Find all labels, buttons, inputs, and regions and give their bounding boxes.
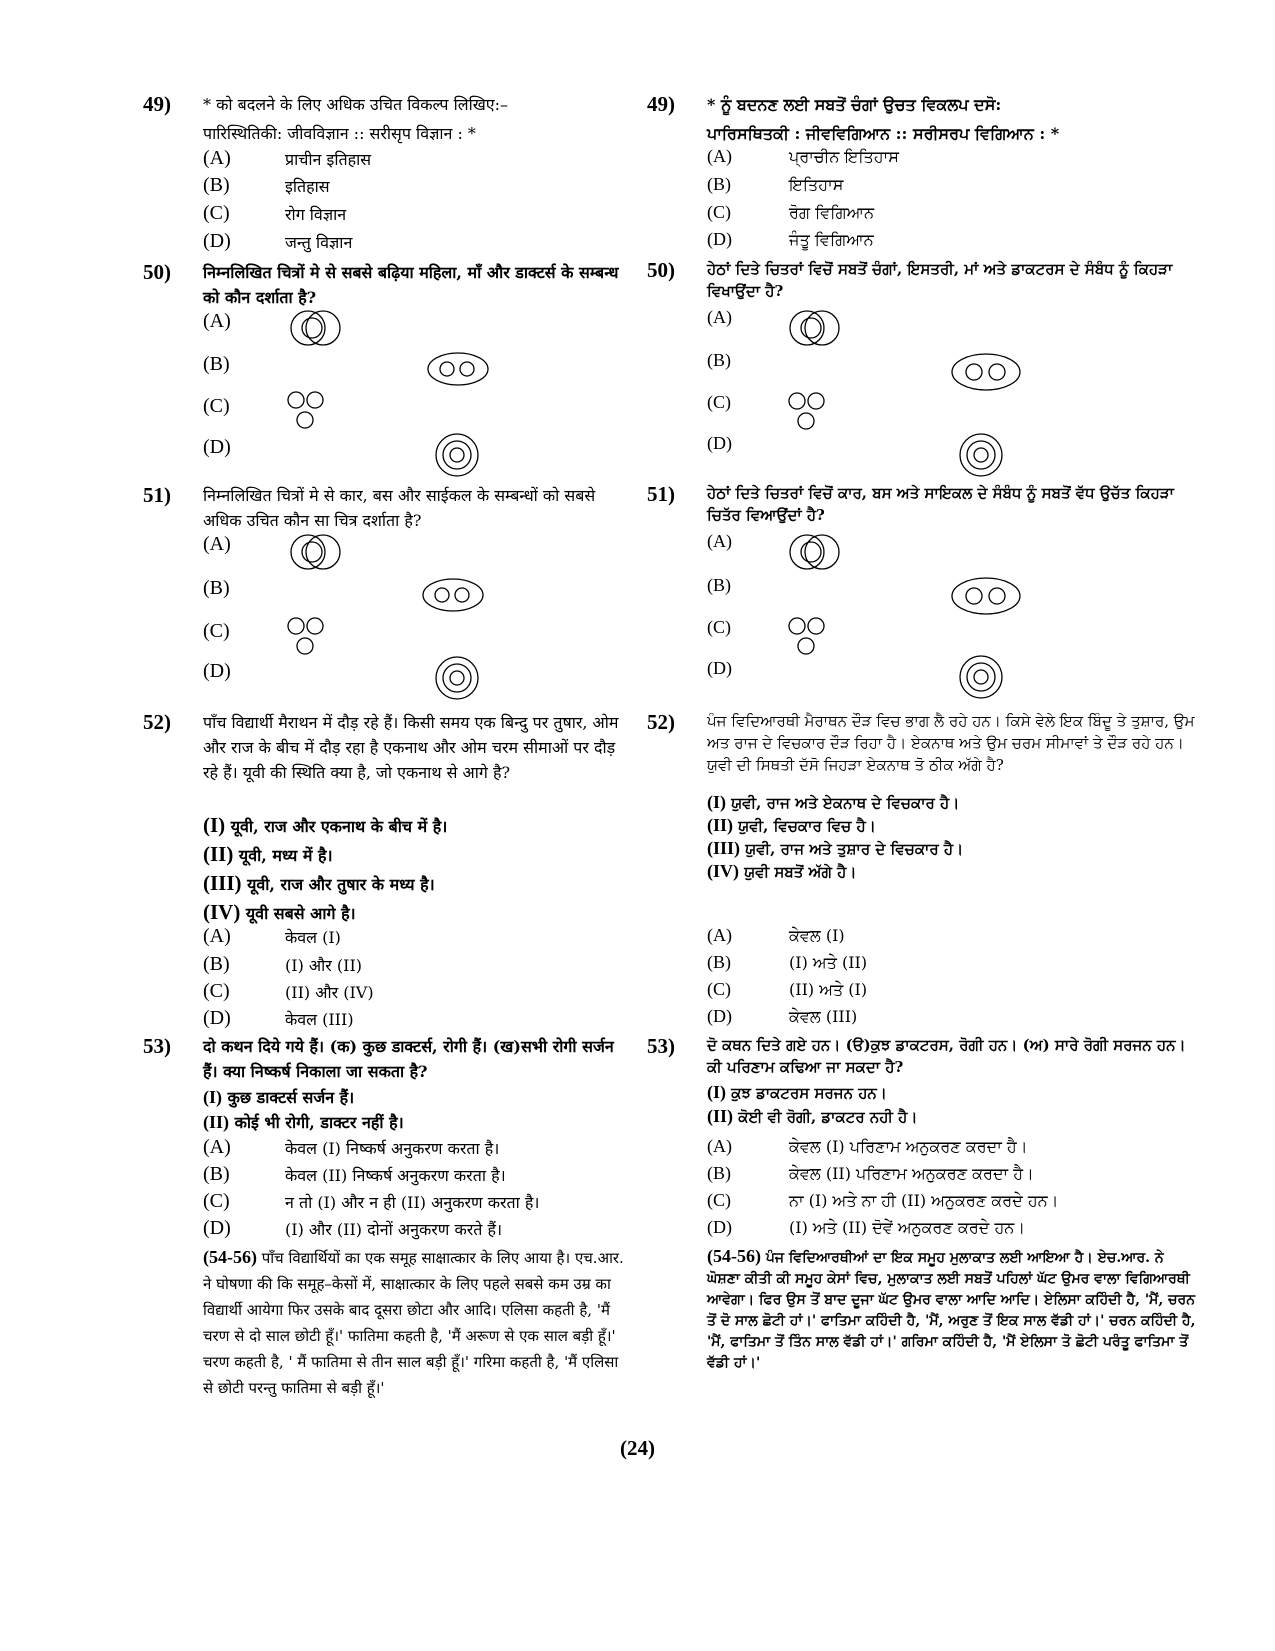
statement-2 [203, 842, 333, 867]
option-text: जन्तु विज्ञान [285, 233, 353, 252]
option-text: ਨਾ (I) ਅਤੇ ਨਾ ਹੀ (II) ਅਨੁਕਰਣ ਕਰਦੇ ਹਨ। [789, 1191, 1059, 1210]
statement-text: ਕੁਝ ਡਾਕਟਰਸ ਸਰਜਨ ਹਨ। [731, 1084, 887, 1102]
option-label: (D) [203, 660, 231, 682]
question-line-1: * को बदलने के लिए अधिक उचित विकल्प लिखिए:– [203, 95, 509, 114]
option-text: केवल (II) निष्कर्ष अनुकरण करता है। [285, 1166, 506, 1185]
option-text: ਕੇਵਲ (III) [789, 1007, 858, 1026]
roman-numeral: (III) [707, 838, 741, 858]
statement-3 [203, 871, 435, 896]
question-text: दो कथन दिये गये हैं। (क) कुछ डाक्टर्स, रोगी हैं। (ख)सभी रोगी सर्जन हैं। क्या निष्कर्ष निकाला जा सकता है? [203, 1037, 614, 1081]
question-number: 49) [143, 92, 171, 116]
statement-4 [707, 861, 856, 882]
option-label: (D) [707, 1006, 732, 1026]
question-number: 49) [647, 92, 675, 116]
diagram-two-circles-in-ellipse [421, 577, 485, 613]
option-label: (C) [203, 980, 230, 1002]
roman-numeral: (II) [203, 1112, 229, 1132]
option-text: केवल (I) [285, 928, 341, 947]
question-51 [143, 483, 633, 698]
statement-text: यूवी सबसे आगे है। [245, 904, 356, 923]
option-label: (C) [203, 620, 230, 642]
option-label: (B) [203, 174, 230, 196]
diagram-overlapping-circles [288, 532, 348, 572]
statement-text: ਯੁਵੀ, ਰਾਜ ਅਤੇ ਤੁਸ਼ਾਰ ਦੇ ਵਿਚਕਾਰ ਹੈ। [745, 840, 964, 858]
option-label: (B) [707, 952, 731, 972]
question-number: 51) [647, 482, 675, 506]
diagram-overlapping-circles [787, 308, 847, 348]
statement-text: ਕੋਈ ਵੀ ਰੋਗੀ, ਡਾਕਟਰ ਨਹੀ ਹੈ। [738, 1108, 918, 1126]
option-text: रोग विज्ञान [285, 205, 347, 224]
option-label: (C) [707, 617, 731, 637]
option-text: (I) और (II) दोनों अनुकरण करते हैं। [285, 1220, 503, 1239]
statement-1 [203, 1086, 354, 1108]
option-text: ਜੰਤੂ ਵਿਗਿਆਨ [789, 230, 874, 249]
question-52 [143, 710, 633, 1030]
statement-2 [707, 1106, 917, 1127]
statement-4 [203, 900, 356, 925]
question-49 [647, 92, 1207, 262]
question-53 [647, 1034, 1207, 1244]
option-label: (A) [203, 1136, 231, 1158]
option-label: (C) [203, 395, 230, 417]
question-52 [647, 710, 1207, 1030]
option-label: (A) [203, 925, 231, 947]
question-line-1: * ਨੂੰ ਬਦਨਣ ਲਈ ਸਬਤੋਂ ਚੰਗਾਂ ਉਚਤ ਵਿਕਲਪ ਦਸੋ: [707, 95, 1002, 114]
statement-text: यूवी, मध्य में है। [238, 846, 333, 865]
question-number: 52) [647, 710, 675, 734]
question-text: पाँच विद्यार्थी मैराथन में दौड़ रहे हैं। किसी समय एक बिन्दु पर तुषार, ओम और राज के बीच में दौड़ रहा है एकनाथ और ओम चरम सीमाओं पर दौड़ रहे हैं। यूवी की स्थिति क्या है, जो एकनाथ से आगे है? [203, 713, 619, 782]
option-text: ਰੋਗ ਵਿਗਿਆਨ [789, 203, 875, 222]
option-label: (A) [707, 307, 732, 327]
option-label: (A) [707, 146, 732, 166]
option-label: (C) [203, 1190, 230, 1212]
question-text: निम्नलिखित चित्रों मे से सबसे बढ़िया महिला, माँ और डाक्टर्स के सम्बन्ध को कौन दर्शाता है? [203, 263, 619, 307]
option-text: प्राचीन इतिहास [285, 150, 372, 169]
question-text [707, 92, 1197, 146]
option-text: केवल (I) निष्कर्ष अनुकरण करता है। [285, 1139, 500, 1158]
diagram-concentric-circles [957, 655, 1005, 699]
option-label: (D) [203, 230, 231, 252]
roman-numeral: (I) [203, 813, 226, 837]
option-text: (I) और (II) [285, 956, 363, 975]
question-line-2: पारिस्थितिकी: जीवविज्ञान :: सरीसृप विज्ञान : * [203, 124, 476, 143]
statement-text: यूवी, राज और एकनाथ के बीच में है। [230, 817, 448, 836]
option-label: (D) [707, 229, 732, 249]
question-number: 51) [143, 483, 171, 507]
hindi-column [0, 0, 624, 1651]
option-label: (C) [707, 979, 731, 999]
question-text: ਦੋ ਕਥਨ ਦਿਤੇ ਗਏ ਹਨ। (ੳ)ਕੁਝ ਡਾਕਟਰਸ, ਰੋਗੀ ਹਨ। (ਅ) ਸਾਰੇ ਰੋਗੀ ਸਰਜਨ ਹਨ। ਕੀ ਪਰਿਣਾਮ ਕਢਿਆ ਜਾ ਸਕਦਾ ਹੈ? [707, 1036, 1186, 1076]
question-number: 50) [647, 258, 675, 282]
question-text: ਹੇਠਾਂ ਦਿਤੇ ਚਿਤਰਾਂ ਵਿਚੋਂ ਸਬਤੋਂ ਚੰਗਾਂ, ਇਸਤਰੀ, ਮਾਂ ਅਤੇ ਡਾਕਟਰਸ ਦੇ ਸੰਬੰਧ ਨੂੰ ਕਿਹੜਾ ਵਿਖਾਉਂਦਾ ਹੈ? [707, 260, 1173, 300]
statement-3 [707, 838, 963, 859]
option-label: (D) [707, 433, 732, 453]
diagram-three-separate-circles [286, 390, 328, 432]
option-text: ਕੇਵਲ (I) [789, 926, 845, 945]
statement-text: कोई भी रोगी, डाक्टर नहीं है। [234, 1113, 404, 1132]
diagram-concentric-circles [957, 433, 1005, 477]
roman-numeral: (III) [203, 871, 242, 895]
roman-numeral: (IV) [203, 900, 241, 924]
statement-text: ਯੁਵੀ, ਵਿਚਕਾਰ ਵਿਚ ਹੈ। [738, 817, 876, 835]
question-text: निम्नलिखित चित्रों मे से कार, बस और साईकल के सम्बन्धों को सबसे अधिक उचित कौन सा चित्र दर्शाता है? [203, 486, 596, 530]
diagram-concentric-circles [433, 656, 481, 700]
option-text: (II) और (IV) [285, 983, 374, 1002]
option-label: (A) [707, 531, 732, 551]
option-label: (B) [707, 575, 731, 595]
statement-1 [707, 1082, 887, 1103]
statement-1 [203, 813, 447, 838]
passage-text: ਪੰਜ ਵਿਦਿਆਰਥੀਆਂ ਦਾ ਇਕ ਸਮੂਹ ਮੁਲਾਕਾਤ ਲਈ ਆਇਆ ਹੈ। ਏਚ.ਆਰ. ਨੇ ਘੋਸ਼ਣਾ ਕੀਤੀ ਕੀ ਸਮੂਹ ਕੇਸਾਂ ਵਿਚ, ਮੁਲਾਕਾਤ ਲਈ ਸਬਤੋਂ ਪਹਿਲਾਂ ਘੱਟ ਉਮਰ ਵਾਲਾ ਵਿਗਿਆਰਥੀ ਆਵੇਗਾ। ਫਿਰ ਉਸ ਤੋਂ ਬਾਦ ਦੂਜਾ ਘੱਟ ਉਮਰ ਵਾਲਾ ਆਦਿ ਆਦਿ। ਏਲਿਸਾ ਕਹਿੰਦੀ ਹੈ, 'ਮੈਂ, ਚਰਨ ਤੋਂ ਦੋ ਸਾਲ ਛੋਟੀ ਹਾਂ।' ਫਾਤਿਮਾ ਕਹਿੰਦੀ ਹੈ, 'ਮੈਂ, ਅਰੁਣ ਤੋਂ ਇਕ ਸਾਲ ਵੱਡੀ ਹਾਂ।' ਚਰਨ ਕਹਿੰਦੀ ਹੈ, 'ਮੈਂ, ਫਾਤਿਮਾ ਤੋਂ ਤਿੰਨ ਸਾਲ ਵੱਡੀ ਹਾਂ।' ਗਰਿਮਾ ਕਹਿੰਦੀ ਹੈ, 'ਮੈਂ ਏਲਿਸਾ ਤੋ ਛੋਟੀ ਪਰੰਤੂ ਫਾਤਿਮਾ ਤੋਂ ਵੱਡੀ ਹਾਂ।' [707, 1250, 1196, 1371]
statement-text: यूवी, राज और तुषार के मध्य है। [247, 875, 435, 894]
question-line-2: ਪਾਰਿਸਥਿਤਕੀ : ਜੀਵਵਿਗਿਆਨ :: ਸਰੀਸਰਪ ਵਿਗਿਆਨ : * [707, 124, 1060, 143]
option-label: (D) [707, 1217, 732, 1237]
option-text: ਕੇਵਲ (I) ਪਰਿਣਾਮ ਅਨੁਕਰਣ ਕਰਦਾ ਹੈ। [789, 1137, 1028, 1156]
question-49 [143, 92, 633, 262]
option-text: न तो (I) और न ही (II) अनुकरण करता है। [285, 1193, 540, 1212]
option-label: (A) [203, 533, 231, 555]
passage-text: पाँच विद्यार्थियों का एक समूह साक्षात्कार के लिए आया है। एच.आर. ने घोषणा की कि समूह–केसों में, साक्षात्कार के लिए पहले सबसे कम उम्र का विद्यार्थी आयेगा फिर उसके बाद दूसरा छोटा और आदि। एलिसा कहती है, 'मैं चरण से दो साल छोटी हूँ।' फातिमा कहती है, 'मैं अरूण से एक साल बड़ी हूँ।' चरण कहती है, ' मैं फातिमा से तीन साल बड़ी हूँ।' गरिमा कहती है, 'मैं एलिसा से छोटी परन्तु फातिमा से बड़ी हूँ।' [203, 1249, 624, 1397]
roman-numeral: (I) [707, 1082, 726, 1102]
diagram-three-separate-circles [787, 616, 829, 658]
option-text: (I) ਅਤੇ (II) [789, 953, 868, 972]
passage-lead: (54-56) [707, 1246, 761, 1266]
roman-numeral: (II) [707, 1106, 733, 1126]
option-text: ਪ੍ਰਾਚੀਨ ਇਤਿਹਾਸ [789, 147, 899, 166]
option-label: (B) [707, 350, 731, 370]
question-text: ਪੰਜ ਵਿਦਿਆਰਥੀ ਮੈਰਾਥਨ ਦੌੜ ਵਿਚ ਭਾਗ ਲੈ ਰਹੇ ਹਨ। ਕਿਸੇ ਵੇਲੇ ਇਕ ਬਿੰਦੂ ਤੇ ਤੁਸ਼ਾਰ, ਉਮ ਅਤ ਰਾਜ ਦੇ ਵਿਚਕਾਰ ਦੌੜ ਰਿਹਾ ਹੈ। ਏਕਨਾਥ ਅਤੇ ਉਮ ਚਰਮ ਸੀਮਾਵਾਂ ਤੇ ਦੌੜ ਰਹੇ ਹਨ। ਯੁਵੀ ਦੀ ਸਿਥਤੀ ਦੱਸੋ ਜਿਹੜਾ ਏਕਨਾਥ ਤੋ ਠੀਕ ਅੱਗੇ ਹੈ? [707, 712, 1195, 774]
option-label: (A) [203, 310, 231, 332]
roman-numeral: (IV) [707, 861, 739, 881]
diagram-three-separate-circles [787, 391, 829, 433]
option-label: (C) [707, 202, 731, 222]
diagram-two-circles-in-ellipse [950, 576, 1024, 616]
option-label: (B) [203, 953, 230, 975]
diagram-two-circles-in-ellipse [426, 351, 490, 387]
question-50 [143, 260, 633, 475]
statement-2 [203, 1111, 404, 1133]
statement-1 [707, 792, 959, 813]
option-text: केवल (III) [285, 1010, 354, 1029]
statement-2 [707, 815, 876, 836]
option-label: (B) [707, 1163, 731, 1183]
option-label: (B) [203, 577, 230, 599]
option-label: (D) [203, 1007, 231, 1029]
statement-text: ਯੁਵੀ, ਰਾਜ ਅਤੇ ਏਕਨਾਥ ਦੇ ਵਿਚਕਾਰ ਹੈ। [731, 794, 960, 812]
option-label: (C) [203, 202, 230, 224]
page-number: (24) [620, 1436, 655, 1460]
option-text: ਇਤਿਹਾਸ [789, 175, 844, 194]
roman-numeral: (I) [707, 792, 726, 812]
diagram-two-circles-in-ellipse [950, 352, 1024, 392]
question-53 [143, 1034, 633, 1244]
question-50 [647, 258, 1207, 478]
question-number: 50) [143, 260, 171, 284]
option-label: (A) [707, 1136, 732, 1156]
question-number: 53) [143, 1034, 171, 1058]
option-text: ਕੇਵਲ (II) ਪਰਿਣਾਮ ਅਨੁਕਰਣ ਕਰਦਾ ਹੈ। [789, 1164, 1034, 1183]
diagram-overlapping-circles [288, 308, 348, 348]
question-51 [647, 482, 1207, 702]
option-label: (D) [203, 436, 231, 458]
option-text: इतिहास [285, 177, 330, 196]
roman-numeral: (II) [707, 815, 733, 835]
option-label: (A) [707, 925, 732, 945]
option-label: (C) [707, 392, 731, 412]
roman-numeral: (II) [203, 842, 234, 866]
passage-54-56 [203, 1244, 631, 1401]
statement-text: ਯੁਵੀ ਸਬਤੋਂ ਅੱਗੇ ਹੈ। [744, 863, 857, 881]
option-text: (I) ਅਤੇ (II) ਦੋਵੇਂ ਅਨੁਕਰਣ ਕਰਦੇ ਹਨ। [789, 1218, 1026, 1237]
passage-54-56 [707, 1246, 1197, 1374]
statement-text: कुछ डाक्टर्स सर्जन हैं। [227, 1088, 355, 1107]
option-label: (A) [203, 147, 231, 169]
diagram-three-separate-circles [286, 616, 328, 658]
question-number: 53) [647, 1034, 675, 1058]
option-text: (II) ਅਤੇ (I) [789, 980, 868, 999]
roman-numeral: (I) [203, 1087, 222, 1107]
question-text [203, 92, 633, 146]
punjabi-column [637, 0, 1237, 1651]
option-label: (D) [203, 1217, 231, 1239]
diagram-concentric-circles [433, 433, 481, 477]
question-number: 52) [143, 710, 171, 734]
diagram-overlapping-circles [787, 532, 847, 572]
option-label: (B) [707, 174, 731, 194]
option-label: (B) [203, 1163, 230, 1185]
option-label: (B) [203, 353, 230, 375]
option-label: (C) [707, 1190, 731, 1210]
question-text: ਹੇਠਾਂ ਦਿਤੇ ਚਿਤਰਾਂ ਵਿਚੋਂ ਕਾਰ, ਬਸ ਅਤੇ ਸਾਇਕਲ ਦੇ ਸੰਬੰਧ ਨੂੰ ਸਬਤੋਂ ਵੱਧ ਉਚੱਤ ਕਿਹੜਾ ਚਿਤੱਰ ਵਿਆਉਂਦਾਂ ਹੈ? [707, 484, 1174, 524]
option-label: (D) [707, 658, 732, 678]
passage-lead: (54-56) [203, 1247, 257, 1267]
